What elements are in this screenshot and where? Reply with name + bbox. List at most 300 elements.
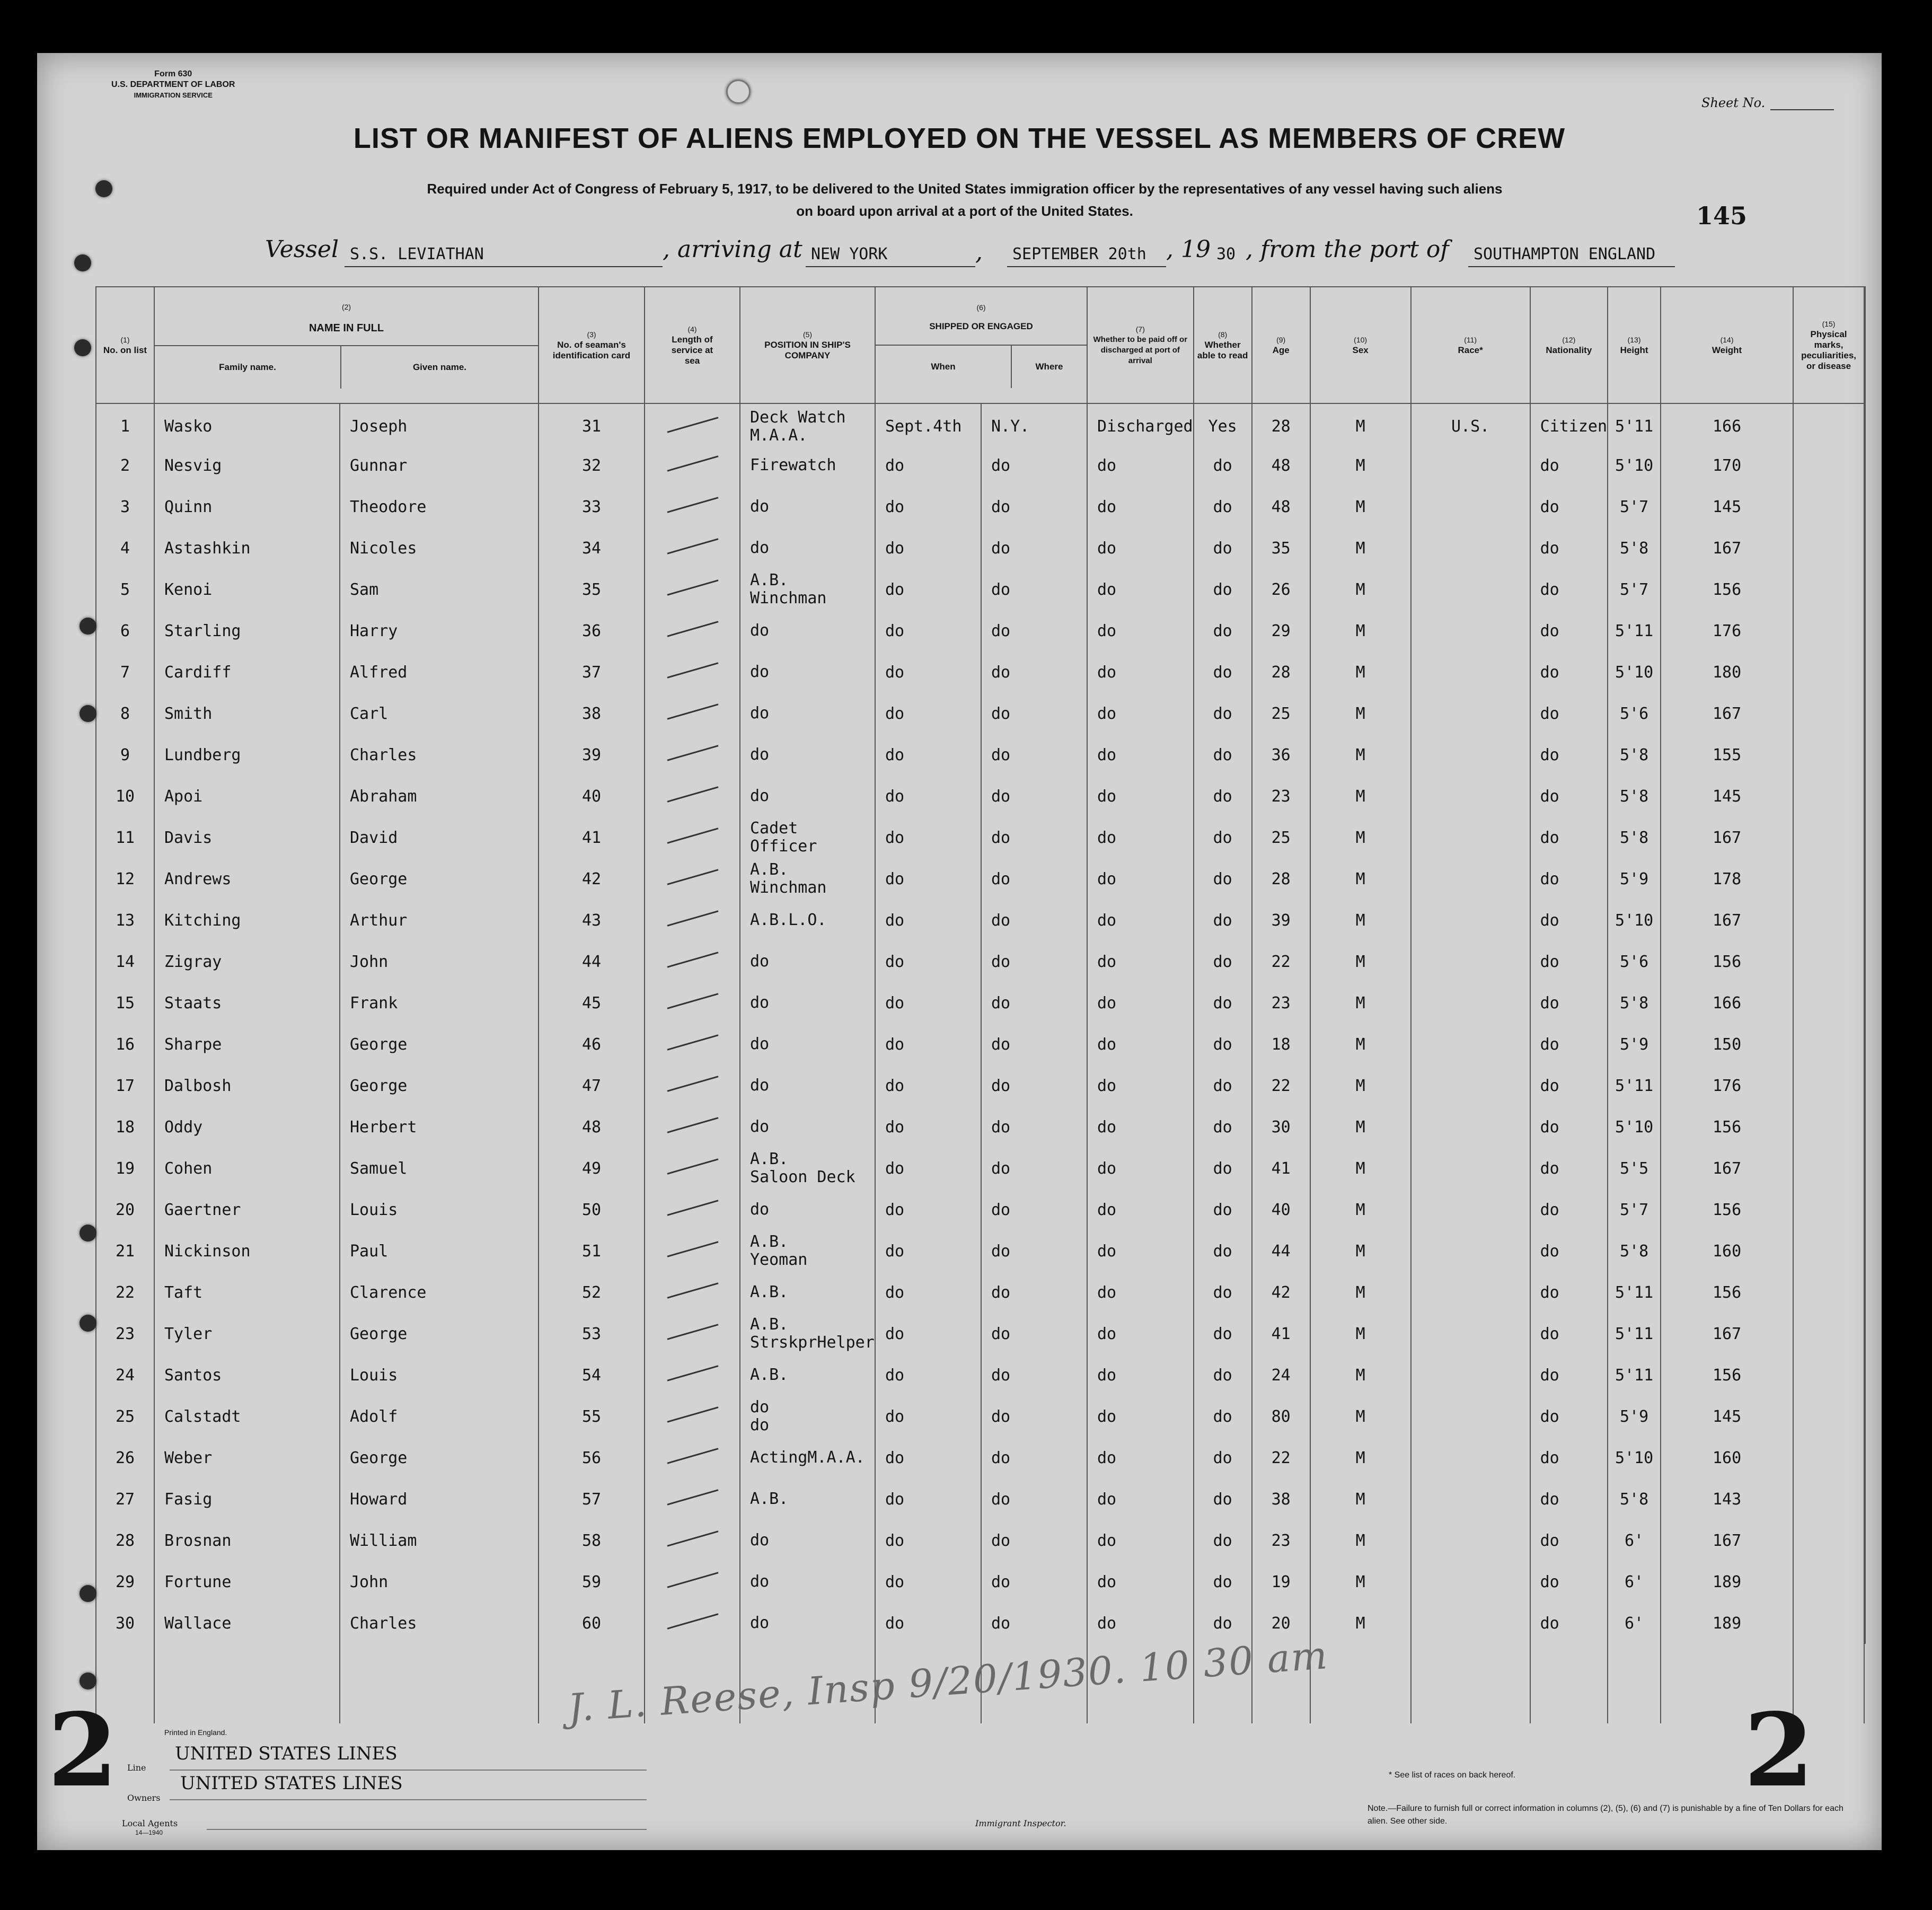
weight: 150 <box>1661 1024 1793 1065</box>
family-name: Oddy <box>154 1106 340 1148</box>
service-tick <box>645 1230 740 1272</box>
id-card-number: 48 <box>539 1106 645 1148</box>
shipped-where: do <box>981 1024 1087 1065</box>
age: 36 <box>1252 734 1310 776</box>
shipped-where: do <box>981 1272 1087 1313</box>
paid-off: do <box>1087 734 1194 776</box>
sex: M <box>1310 941 1411 982</box>
paid-off: do <box>1087 858 1194 900</box>
race <box>1411 1106 1530 1148</box>
sex: M <box>1310 445 1411 486</box>
height: 5'11 <box>1608 403 1661 445</box>
shipped-where: do <box>981 1520 1087 1561</box>
physical-marks <box>1793 1148 1864 1189</box>
height: 5'6 <box>1608 693 1661 734</box>
height: 5'8 <box>1608 776 1661 817</box>
shipped-where: do <box>981 693 1087 734</box>
race <box>1411 1603 1530 1644</box>
position <box>740 693 875 734</box>
arrival-port: NEW YORK <box>811 245 888 263</box>
col-family-name: Family name. <box>155 346 341 389</box>
sex: M <box>1310 734 1411 776</box>
position <box>740 1354 875 1396</box>
able-to-read: do <box>1194 982 1252 1024</box>
position-line-1: do <box>750 497 770 516</box>
id-card-number: 54 <box>539 1354 645 1396</box>
weight: 156 <box>1661 1189 1793 1230</box>
row-number: 23 <box>96 1313 154 1354</box>
able-to-read: Yes <box>1194 403 1252 445</box>
row-number: 9 <box>96 734 154 776</box>
paid-off: do <box>1087 1478 1194 1520</box>
race <box>1411 1354 1530 1396</box>
paid-off: do <box>1087 1106 1194 1148</box>
position-line-1: do <box>750 1398 770 1416</box>
row-number: 28 <box>96 1520 154 1561</box>
weight: 180 <box>1661 652 1793 693</box>
race <box>1411 652 1530 693</box>
position <box>740 1313 875 1354</box>
paid-off: do <box>1087 941 1194 982</box>
weight: 189 <box>1661 1561 1793 1603</box>
position-line-1: A.B. <box>750 860 789 879</box>
physical-marks <box>1793 652 1864 693</box>
race <box>1411 1230 1530 1272</box>
nationality: do <box>1530 1354 1608 1396</box>
id-card-number: 31 <box>539 403 645 445</box>
family-name: Wallace <box>154 1603 340 1644</box>
service-tick <box>645 693 740 734</box>
able-to-read: do <box>1194 1437 1252 1478</box>
sex: M <box>1310 982 1411 1024</box>
given-name: Samuel <box>340 1148 539 1189</box>
row-number: 20 <box>96 1189 154 1230</box>
height: 5'10 <box>1608 652 1661 693</box>
given-name: Abraham <box>340 776 539 817</box>
position-line-2: StrskprHelper <box>750 1333 875 1352</box>
service-tick <box>645 1354 740 1396</box>
empty-cell <box>1411 1644 1530 1723</box>
col-age: (9) Age <box>1252 287 1310 403</box>
paid-off: do <box>1087 776 1194 817</box>
given-name: Clarence <box>340 1272 539 1313</box>
id-card-number: 46 <box>539 1024 645 1065</box>
table-row <box>96 1065 1865 1106</box>
nationality: do <box>1530 900 1608 941</box>
position <box>740 941 875 982</box>
blank <box>1864 610 1865 652</box>
id-card-number: 42 <box>539 858 645 900</box>
row-number: 1 <box>96 403 154 445</box>
service-tick <box>645 858 740 900</box>
nationality: do <box>1530 1189 1608 1230</box>
weight: 155 <box>1661 734 1793 776</box>
nationality: do <box>1530 1603 1608 1644</box>
weight: 167 <box>1661 693 1793 734</box>
paid-off: do <box>1087 693 1194 734</box>
table-row <box>96 817 1865 858</box>
shipped-when: do <box>875 1520 981 1561</box>
col-weight: (14) Weight <box>1661 287 1793 403</box>
position <box>740 610 875 652</box>
row-number: 5 <box>96 569 154 610</box>
race <box>1411 1065 1530 1106</box>
shipped-where: do <box>981 858 1087 900</box>
race <box>1411 776 1530 817</box>
age: 28 <box>1252 858 1310 900</box>
age: 44 <box>1252 1230 1310 1272</box>
weight: 156 <box>1661 569 1793 610</box>
shipped-where: do <box>981 1396 1087 1437</box>
id-card-number: 41 <box>539 817 645 858</box>
physical-marks <box>1793 1396 1864 1437</box>
nationality: do <box>1530 445 1608 486</box>
position-line-2: Officer <box>750 837 817 856</box>
height: 5'9 <box>1608 1024 1661 1065</box>
position <box>740 1520 875 1561</box>
shipped-where: do <box>981 445 1087 486</box>
service-tick <box>645 734 740 776</box>
id-card-number: 44 <box>539 941 645 982</box>
race <box>1411 1561 1530 1603</box>
height: 5'7 <box>1608 1189 1661 1230</box>
family-name: Wasko <box>154 403 340 445</box>
col-when: When <box>876 346 1012 388</box>
shipped-when: do <box>875 527 981 569</box>
blank <box>1864 941 1865 982</box>
position <box>740 1189 875 1230</box>
sex: M <box>1310 569 1411 610</box>
nationality: Citizen <box>1530 403 1608 445</box>
table-row <box>96 1272 1865 1313</box>
binder-hole <box>80 1315 96 1332</box>
blank <box>1864 1230 1865 1272</box>
able-to-read: do <box>1194 1272 1252 1313</box>
family-name: Sharpe <box>154 1024 340 1065</box>
position-line-2: Winchman <box>750 589 827 608</box>
position-line-1: do <box>750 539 770 557</box>
given-name: George <box>340 1437 539 1478</box>
printed-in: Printed in England. <box>164 1728 227 1737</box>
row-number: 17 <box>96 1065 154 1106</box>
position-line-1: do <box>750 621 770 640</box>
position-line-1: do <box>750 1076 770 1095</box>
service-tick <box>645 1561 740 1603</box>
given-name: Howard <box>340 1478 539 1520</box>
position-line-1: do <box>750 993 770 1012</box>
weight: 156 <box>1661 1272 1793 1313</box>
able-to-read: do <box>1194 1189 1252 1230</box>
weight: 167 <box>1661 1520 1793 1561</box>
weight: 160 <box>1661 1230 1793 1272</box>
table-row <box>96 734 1865 776</box>
race <box>1411 734 1530 776</box>
weight: 145 <box>1661 776 1793 817</box>
age: 22 <box>1252 1437 1310 1478</box>
age: 25 <box>1252 693 1310 734</box>
blank <box>1864 982 1865 1024</box>
col-where: Where <box>1035 362 1063 372</box>
service-tick <box>645 1603 740 1644</box>
blank <box>1864 1520 1865 1561</box>
given-name: John <box>340 941 539 982</box>
check-mark-icon <box>663 745 721 761</box>
row-number: 4 <box>96 527 154 569</box>
binder-hole <box>80 1225 96 1242</box>
family-name: Smith <box>154 693 340 734</box>
col-physical: (15) Physical marks, peculiarities, or disease <box>1793 287 1864 403</box>
col-blank <box>1864 287 1865 403</box>
nationality: do <box>1530 734 1608 776</box>
table-header-row <box>96 287 1865 403</box>
paid-off: do <box>1087 817 1194 858</box>
paid-off: do <box>1087 1065 1194 1106</box>
table-row <box>96 1148 1865 1189</box>
shipped-when: do <box>875 734 981 776</box>
position-line-1: A.B. <box>750 571 789 589</box>
weight: 167 <box>1661 1313 1793 1354</box>
paid-off: do <box>1087 527 1194 569</box>
service-tick <box>645 1024 740 1065</box>
paid-off: do <box>1087 1024 1194 1065</box>
age: 42 <box>1252 1272 1310 1313</box>
vessel-label: Vessel <box>265 236 339 263</box>
age: 48 <box>1252 486 1310 527</box>
form-number: Form 630 <box>154 69 192 78</box>
sex: M <box>1310 1024 1411 1065</box>
family-name: Nesvig <box>154 445 340 486</box>
paid-off: do <box>1087 1272 1194 1313</box>
family-name: Taft <box>154 1272 340 1313</box>
position <box>740 900 875 941</box>
position-line-1: A.B.L.O. <box>750 911 827 929</box>
id-card-number: 50 <box>539 1189 645 1230</box>
id-card-number: 59 <box>539 1561 645 1603</box>
weight: 170 <box>1661 445 1793 486</box>
age: 23 <box>1252 1520 1310 1561</box>
sex: M <box>1310 1148 1411 1189</box>
paid-off: do <box>1087 1354 1194 1396</box>
shipped-when: do <box>875 858 981 900</box>
id-card-number: 53 <box>539 1313 645 1354</box>
physical-marks <box>1793 1354 1864 1396</box>
nationality: do <box>1530 1520 1608 1561</box>
position <box>740 734 875 776</box>
col-sex: (10) Sex <box>1310 287 1411 403</box>
big-number-left: 2 <box>48 1691 118 1809</box>
given-name: William <box>340 1520 539 1561</box>
physical-marks <box>1793 445 1864 486</box>
position <box>740 1024 875 1065</box>
shipped-when: do <box>875 1561 981 1603</box>
height: 5'11 <box>1608 1313 1661 1354</box>
sex: M <box>1310 1272 1411 1313</box>
row-number: 8 <box>96 693 154 734</box>
nationality: do <box>1530 858 1608 900</box>
age: 29 <box>1252 610 1310 652</box>
shipped-when: do <box>875 652 981 693</box>
position <box>740 982 875 1024</box>
sex: M <box>1310 1478 1411 1520</box>
family-name: Dalbosh <box>154 1065 340 1106</box>
row-number: 3 <box>96 486 154 527</box>
shipped-where: do <box>981 1313 1087 1354</box>
table-row <box>96 445 1865 486</box>
table-row <box>96 610 1865 652</box>
check-mark-icon <box>663 1282 721 1298</box>
blank <box>1864 1024 1865 1065</box>
binder-hole <box>74 254 91 271</box>
weight: 167 <box>1661 817 1793 858</box>
check-mark-icon <box>663 497 721 513</box>
position-line-1: Deck Watch <box>750 408 846 427</box>
able-to-read: do <box>1194 486 1252 527</box>
check-mark-icon <box>663 952 721 967</box>
sex: M <box>1310 1520 1411 1561</box>
paid-off: do <box>1087 652 1194 693</box>
position <box>740 858 875 900</box>
physical-marks <box>1793 858 1864 900</box>
table-row <box>96 1106 1865 1148</box>
family-name: Staats <box>154 982 340 1024</box>
blank <box>1864 1313 1865 1354</box>
col-paid-off: (7) Whether to be paid off or discharged at port of arrival <box>1087 287 1194 403</box>
id-card-number: 52 <box>539 1272 645 1313</box>
paid-off: do <box>1087 1148 1194 1189</box>
height: 5'8 <box>1608 734 1661 776</box>
family-name: Calstadt <box>154 1396 340 1437</box>
shipped-when: do <box>875 1396 981 1437</box>
inspector-signature: J. L. Reese, Insp 9/20/1930. 10 30 am <box>566 1632 1330 1731</box>
position-line-1: do <box>750 1572 770 1591</box>
family-name: Fasig <box>154 1478 340 1520</box>
physical-marks <box>1793 734 1864 776</box>
service-tick <box>645 1148 740 1189</box>
physical-marks <box>1793 569 1864 610</box>
id-card-number: 36 <box>539 610 645 652</box>
row-number: 30 <box>96 1603 154 1644</box>
check-mark-icon <box>663 703 721 719</box>
height: 5'8 <box>1608 527 1661 569</box>
sex: M <box>1310 1354 1411 1396</box>
position-line-2: Yeoman <box>750 1251 808 1269</box>
height: 5'9 <box>1608 858 1661 900</box>
id-card-number: 43 <box>539 900 645 941</box>
family-name: Kitching <box>154 900 340 941</box>
sex: M <box>1310 776 1411 817</box>
nationality: do <box>1530 1106 1608 1148</box>
blank <box>1864 527 1865 569</box>
row-number: 11 <box>96 817 154 858</box>
blank <box>1864 403 1865 445</box>
paid-off: do <box>1087 1230 1194 1272</box>
check-mark-icon <box>663 1034 721 1050</box>
weight: 176 <box>1661 1065 1793 1106</box>
family-name: Apoi <box>154 776 340 817</box>
physical-marks <box>1793 1189 1864 1230</box>
check-mark-icon <box>663 1448 721 1464</box>
shipped-where: do <box>981 1106 1087 1148</box>
agents-label: Local Agents <box>122 1818 178 1828</box>
nationality: do <box>1530 527 1608 569</box>
position-line-1: Firewatch <box>750 456 836 474</box>
row-number: 13 <box>96 900 154 941</box>
blank <box>1864 1396 1865 1437</box>
race <box>1411 1478 1530 1520</box>
row-number: 19 <box>96 1148 154 1189</box>
position <box>740 1396 875 1437</box>
able-to-read: do <box>1194 1230 1252 1272</box>
able-to-read: do <box>1194 610 1252 652</box>
id-card-number: 55 <box>539 1396 645 1437</box>
given-name: Nicoles <box>340 527 539 569</box>
paid-off: do <box>1087 982 1194 1024</box>
nationality: do <box>1530 941 1608 982</box>
paid-off: do <box>1087 1189 1194 1230</box>
age: 30 <box>1252 1106 1310 1148</box>
height: 6' <box>1608 1520 1661 1561</box>
table-row <box>96 1189 1865 1230</box>
check-mark-icon <box>663 910 721 926</box>
row-number: 25 <box>96 1396 154 1437</box>
given-name: David <box>340 817 539 858</box>
shipped-when: do <box>875 1313 981 1354</box>
nationality: do <box>1530 1065 1608 1106</box>
table-row <box>96 527 1865 569</box>
table-row <box>96 569 1865 610</box>
check-mark-icon <box>663 417 721 433</box>
position-line-1: A.B. <box>750 1283 789 1301</box>
id-card-number: 51 <box>539 1230 645 1272</box>
sex: M <box>1310 1561 1411 1603</box>
age: 26 <box>1252 569 1310 610</box>
position-line-1: do <box>750 1531 770 1550</box>
row-number: 24 <box>96 1354 154 1396</box>
height: 5'11 <box>1608 610 1661 652</box>
table-row <box>96 403 1865 445</box>
race <box>1411 569 1530 610</box>
family-name: Starling <box>154 610 340 652</box>
shipped-when: do <box>875 610 981 652</box>
position <box>740 1437 875 1478</box>
paid-off: do <box>1087 1561 1194 1603</box>
paid-off: do <box>1087 569 1194 610</box>
nationality: do <box>1530 1148 1608 1189</box>
shipped-when: do <box>875 693 981 734</box>
able-to-read: do <box>1194 569 1252 610</box>
binder-hole <box>80 1673 96 1689</box>
id-card-number: 47 <box>539 1065 645 1106</box>
crew-table <box>95 286 1866 1723</box>
table-row <box>96 858 1865 900</box>
height: 5'8 <box>1608 982 1661 1024</box>
table-row <box>96 693 1865 734</box>
height: 6' <box>1608 1561 1661 1603</box>
physical-marks <box>1793 1230 1864 1272</box>
position <box>740 1230 875 1272</box>
shipped-when: do <box>875 776 981 817</box>
given-name: Paul <box>340 1230 539 1272</box>
service-tick <box>645 486 740 527</box>
arrival-year: 30 <box>1216 245 1236 263</box>
height: 5'10 <box>1608 445 1661 486</box>
position-line-1: A.B. <box>750 1150 789 1168</box>
check-mark-icon <box>663 1324 721 1340</box>
age: 35 <box>1252 527 1310 569</box>
shipped-when: do <box>875 569 981 610</box>
position-line-1: A.B. <box>750 1315 789 1334</box>
able-to-read: do <box>1194 776 1252 817</box>
